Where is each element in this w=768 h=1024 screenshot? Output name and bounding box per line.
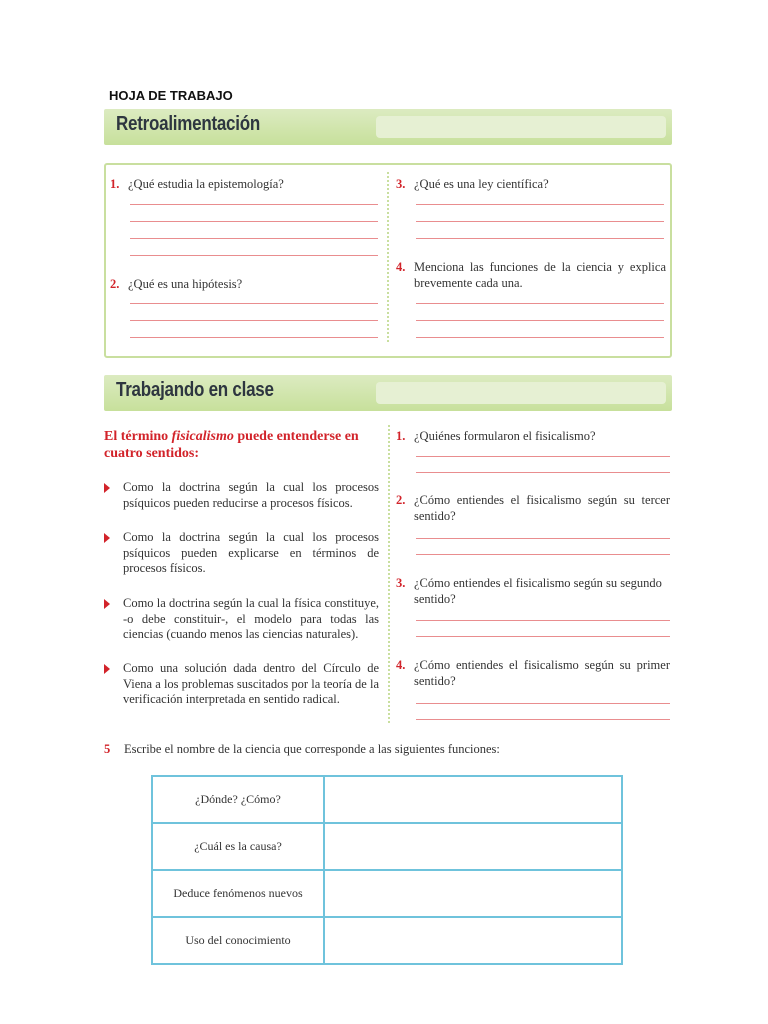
clase-bullet-1: Como la doctrina según la cual los procesos psíquicos pueden reducirse a procesos físicos.	[123, 480, 379, 511]
clase-banner-decoration	[376, 382, 666, 404]
clase-answer-lines-2[interactable]	[416, 538, 670, 570]
bullet-marker-icon	[104, 483, 110, 493]
retro-banner-decoration	[376, 116, 666, 138]
table-row	[152, 776, 622, 823]
functions-table	[151, 775, 623, 965]
science-answer-cell[interactable]	[324, 870, 622, 917]
retro-question-2: 2. ¿Qué es una hipótesis?	[110, 277, 243, 291]
clase-question-4: 4. ¿Cómo entiendes el fisicalismo según su primer sentido?	[396, 658, 670, 688]
retro-question-4: 4. Menciona las funciones de la ciencia y explica brevemente cada una.	[396, 260, 666, 290]
retro-answer-lines-3[interactable]	[416, 204, 664, 255]
function-label: Uso del conocimiento	[152, 917, 324, 964]
science-answer-cell[interactable]	[324, 823, 622, 870]
clase-question-3: 3. ¿Cómo entiendes el fisicalismo según su segundo sentido?	[396, 576, 662, 606]
page-title: HOJA DE TRABAJO	[109, 88, 233, 103]
science-answer-cell[interactable]	[324, 776, 622, 823]
clase-question-2: 2. ¿Cómo entiendes el fisicalismo según su tercer sentido?	[396, 493, 670, 523]
clase-bullet-2: Como la doctrina según la cual los procesos psíquicos pueden explicarse en términos de procesos físicos.	[123, 530, 379, 577]
clase-divider	[388, 425, 390, 723]
clase-answer-lines-3[interactable]	[416, 620, 670, 652]
bullet-marker-icon	[104, 664, 110, 674]
function-label: ¿Dónde? ¿Cómo?	[152, 776, 324, 823]
bullet-marker-icon	[104, 599, 110, 609]
clase-question-1: 1. ¿Quiénes formularon el fisicalismo?	[396, 429, 596, 443]
retro-answer-lines-4[interactable]	[416, 303, 664, 354]
clase-banner	[104, 375, 672, 411]
clase-heading: El término fisicalismo puede entenderse en cuatro sentidos:	[104, 429, 359, 461]
clase-answer-lines-4[interactable]	[416, 703, 670, 735]
bullet-marker-icon	[104, 533, 110, 543]
clase-banner-label: Trabajando en clase	[116, 379, 274, 401]
clase-bullet-4: Como una solución dada dentro del Círculo de Viena a los problemas suscitados por la teoría de la verificación interpretada en sentido radical.	[123, 661, 379, 708]
function-label: ¿Cuál es la causa?	[152, 823, 324, 870]
table-row	[152, 870, 622, 917]
science-answer-cell[interactable]	[324, 917, 622, 964]
retro-question-3: 3. ¿Qué es una ley científica?	[396, 177, 549, 191]
retro-answer-lines-2[interactable]	[130, 303, 378, 354]
retro-banner-label: Retroalimentación	[116, 113, 260, 135]
retro-banner	[104, 109, 672, 145]
retro-answer-lines-1[interactable]	[130, 204, 378, 272]
function-label: Deduce fenómenos nuevos	[152, 870, 324, 917]
table-row	[152, 823, 622, 870]
retro-question-1: 1. ¿Qué estudia la epistemología?	[110, 177, 284, 191]
clase-answer-lines-1[interactable]	[416, 456, 670, 488]
table-row	[152, 917, 622, 964]
clase-bullet-3: Como la doctrina según la cual la física constituye, -o debe constituir-, el modelo para todas las ciencias (cuando menos las ciencias naturales).	[123, 596, 379, 643]
retro-divider	[387, 172, 389, 342]
question-5: 5 Escribe el nombre de la ciencia que corresponde a las siguientes funciones:	[104, 742, 500, 756]
